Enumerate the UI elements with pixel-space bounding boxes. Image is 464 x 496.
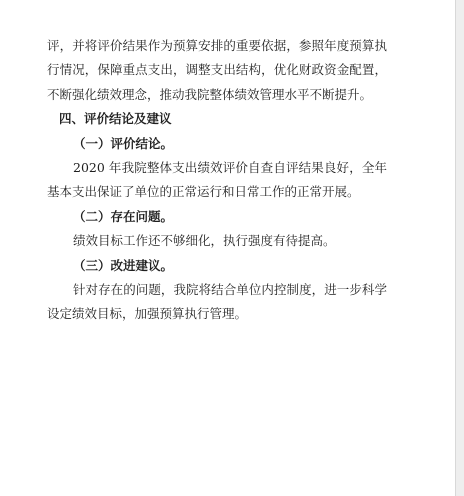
paragraph-budget-basis: 评，并将评价结果作为预算安排的重要依据，参照年度预算执行情况，保障重点支出，调整支出结构，优化财政资金配置，不断强化绩效理念，推动我院整体绩效管理水平不断提升。 bbox=[47, 38, 387, 102]
paragraph-suggestions: 针对存在的问题，我院将结合单位内控制度，进一步科学设定绩效目标，加强预算执行管理。 bbox=[47, 282, 387, 322]
vertical-scrollbar[interactable] bbox=[455, 0, 464, 496]
subheading-evaluation-conclusion: （一）评价结论。 bbox=[73, 135, 174, 151]
subheading-existing-problems: （二）存在问题。 bbox=[73, 208, 174, 224]
subheading-improvement-suggestions: （三）改进建议。 bbox=[73, 257, 174, 273]
paragraph-evaluation-result: 2020 年我院整体支出绩效评价自查自评结果良好，全年基本支出保证了单位的正常运行和日常工作的正常开展。 bbox=[47, 160, 387, 200]
section-heading-conclusions: 四、评价结论及建议 bbox=[59, 111, 172, 127]
document-body bbox=[47, 34, 387, 327]
paragraph-problems: 绩效目标工作还不够细化，执行强度有待提高。 bbox=[73, 233, 336, 249]
